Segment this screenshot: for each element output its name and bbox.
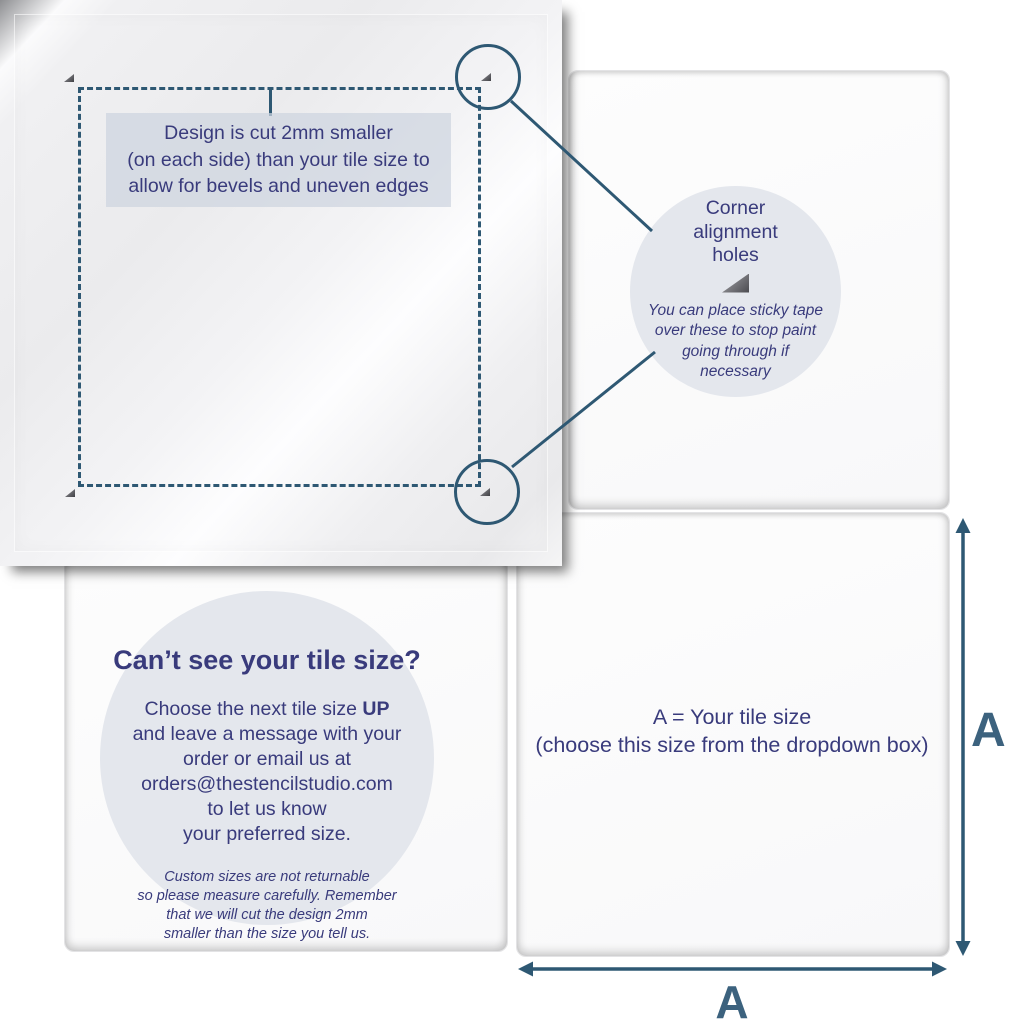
size-callout-body-line: to let us know [207,798,327,820]
size-callout-body-line: and leave a message with your [132,723,402,745]
corner-highlight-circle-top [455,44,521,110]
design-note-line: allow for bevels and uneven edges [128,175,429,197]
size-callout-body-line: your preferred size. [182,823,351,845]
size-callout-note-line: Custom sizes are not returnable [164,869,370,885]
corner-highlight-circle-bottom [454,459,520,525]
design-note-line: (on each side) than your tile size to [127,148,430,171]
horizontal-measure-arrow [518,962,947,977]
callout-body-line: going through if [682,342,789,360]
size-callout-body [133,697,402,847]
tile-size-callout [100,591,434,942]
size-callout-note [137,868,396,944]
tile-size-label [516,703,948,759]
size-callout-line1-bold: UP [362,698,390,720]
alignment-hole-icon [722,274,749,293]
size-callout-heading: Can’t see your tile size? [113,645,421,675]
design-note [106,113,451,207]
design-note-line: Design is cut 2mm smaller [164,122,393,144]
callout-heading-line: Corner [705,197,766,219]
size-callout-body-line [133,697,402,722]
callout-heading-line: holes [712,244,759,266]
size-callout-note-line: smaller than the size you tell us. [163,926,371,942]
corner-alignment-callout [630,186,841,397]
size-callout-note-line: so please measure carefully. Remember [137,888,397,904]
callout-body-line: You can place sticky tape [648,301,823,319]
arrowhead-down-icon [956,941,971,956]
note-connector-line [269,88,272,116]
callout-body-line: necessary [700,363,771,380]
size-callout-note-line: that we will cut the design 2mm [166,907,368,923]
callout-body-line: over these to stop paint [654,322,817,339]
callout-heading [693,197,778,268]
size-callout-body-line: orders@thestencilstudio.com [141,773,393,795]
tile-size-label-line2: (choose this size from the dropdown box) [535,733,929,757]
size-callout-body-line: order or email us at [182,748,351,770]
measure-label-horizontal: A [715,976,749,1024]
callout-body [648,301,823,383]
size-callout-line1-text: Choose the next tile size [144,698,363,720]
tile-size-label-line1: A = Your tile size [652,705,812,729]
arrowhead-left-icon [518,962,533,977]
arrowhead-up-icon [956,518,971,533]
callout-heading-line: alignment [693,220,778,243]
measure-label-vertical: A [971,704,1006,757]
vertical-measure-arrow [956,518,971,956]
arrowhead-right-icon [932,962,947,977]
